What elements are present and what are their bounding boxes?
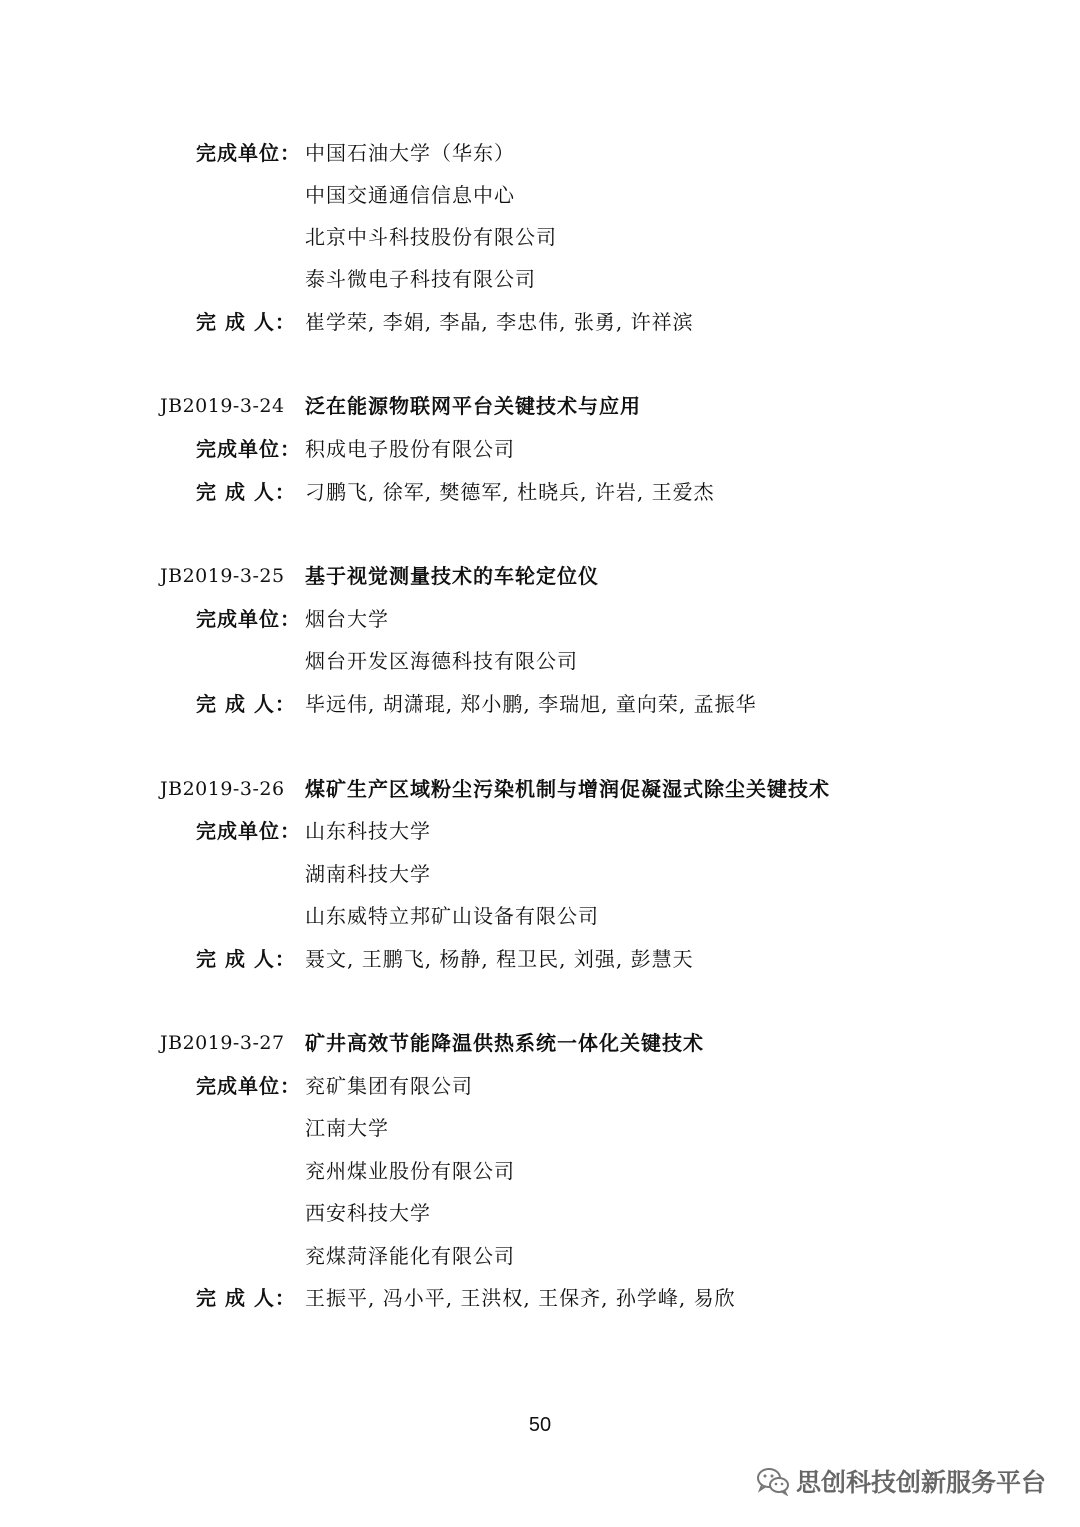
unit-name: 江南大学 [305,1116,389,1140]
unit-name: 中国石油大学（华东） [305,141,515,165]
page-number: 50 [528,1414,552,1436]
watermark-text: 思创科技创新服务平台 [795,1468,1046,1497]
unit-name: 北京中斗科技股份有限公司 [305,225,557,249]
unit-name: 积成电子股份有限公司 [305,437,515,461]
project-title: 矿井高效节能降温供热系统一体化关键技术 [305,1031,704,1055]
unit-name: 烟台开发区海德科技有限公司 [305,649,578,673]
unit-label: 完成单位： [196,437,301,461]
project-title: 泛在能源物联网平台关键技术与应用 [305,394,641,418]
project-title: 基于视觉测量技术的车轮定位仪 [305,564,599,588]
unit-label: 完成单位： [196,1074,301,1098]
unit-name: 兖矿集团有限公司 [305,1074,473,1098]
project-code: JB2019-3-24 [160,395,285,417]
person-label: 完 成 人： [196,1286,296,1310]
project-code: JB2019-3-25 [160,565,285,587]
person-names: 刁鹏飞, 徐军, 樊德军, 杜晓兵, 许岩, 王爱杰 [305,480,715,504]
person-label: 完 成 人： [196,947,296,971]
unit-name: 山东威特立邦矿山设备有限公司 [305,904,599,928]
project-code: JB2019-3-27 [160,1032,285,1054]
person-label: 完 成 人： [196,480,296,504]
person-label: 完 成 人： [196,310,296,334]
unit-name: 中国交通通信信息中心 [305,183,515,207]
project-code: JB2019-3-26 [160,778,285,800]
unit-name: 泰斗微电子科技有限公司 [305,267,536,291]
unit-name: 烟台大学 [305,607,389,631]
person-names: 崔学荣, 李娟, 李晶, 李忠伟, 张勇, 许祥滨 [305,310,694,334]
unit-name: 兖州煤业股份有限公司 [305,1159,515,1183]
unit-label: 完成单位： [196,607,301,631]
unit-name: 山东科技大学 [305,819,431,843]
watermark [756,1461,1046,1501]
person-names: 聂文, 王鹏飞, 杨静, 程卫民, 刘强, 彭慧天 [305,947,694,971]
unit-label: 完成单位： [196,819,301,843]
person-names: 毕远伟, 胡潇琨, 郑小鹏, 李瑞旭, 童向荣, 孟振华 [305,692,757,716]
unit-name: 湖南科技大学 [305,862,431,886]
unit-name: 兖煤菏泽能化有限公司 [305,1244,515,1268]
wechat-icon [756,1466,790,1496]
person-names: 王振平, 冯小平, 王洪权, 王保齐, 孙学峰, 易欣 [305,1286,736,1310]
unit-name: 西安科技大学 [305,1201,431,1225]
person-label: 完 成 人： [196,692,296,716]
unit-label: 完成单位： [196,141,301,165]
project-title: 煤矿生产区域粉尘污染机制与增润促凝湿式除尘关键技术 [305,777,830,801]
